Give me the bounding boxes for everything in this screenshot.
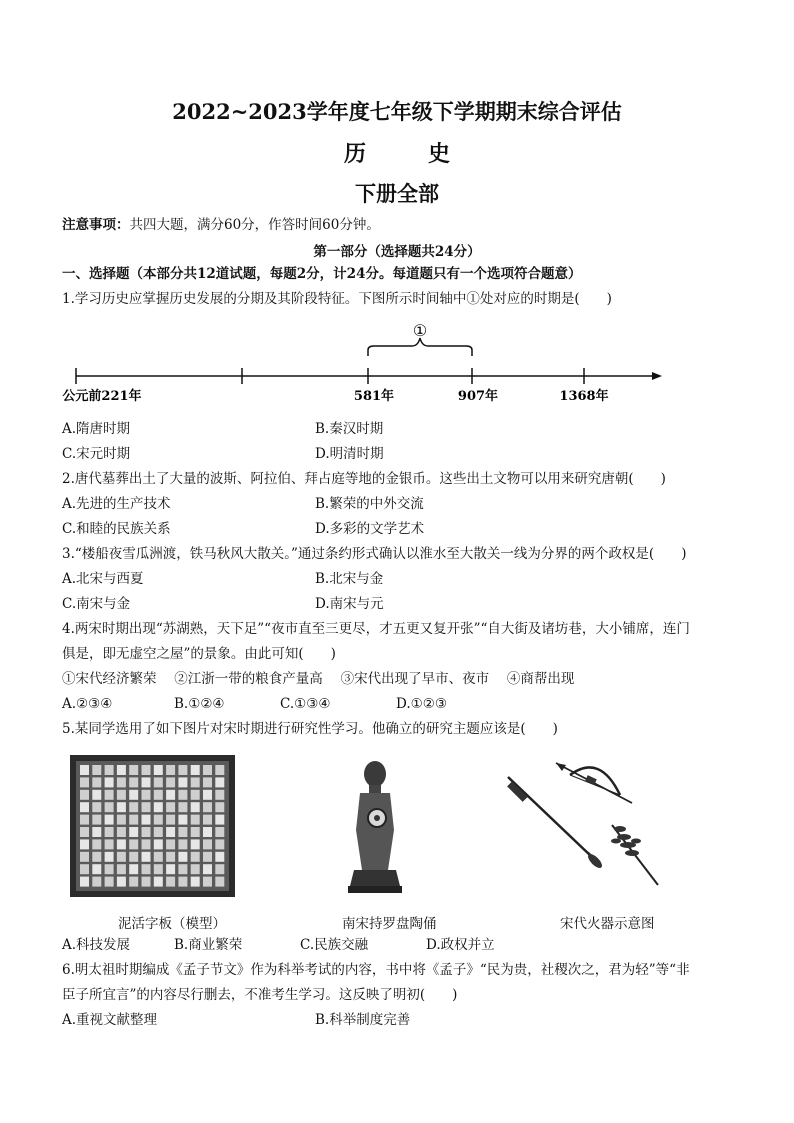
- type-block: [203, 864, 212, 874]
- type-block: [191, 802, 200, 812]
- type-block: [191, 790, 200, 800]
- type-block: [203, 877, 212, 887]
- notice: [62, 216, 380, 234]
- type-block: [166, 790, 175, 800]
- option[interactable]: B.商业繁荣: [174, 937, 243, 953]
- type-block: [178, 765, 187, 775]
- type-block: [215, 864, 224, 874]
- type-block: [105, 802, 114, 812]
- type-block: [105, 765, 114, 775]
- type-block: [191, 765, 200, 775]
- type-block: [92, 864, 101, 874]
- type-block: [178, 864, 187, 874]
- option[interactable]: A.科技发展: [62, 937, 131, 953]
- type-block: [80, 815, 89, 825]
- figure-caption: 泥活字板（模型）: [118, 916, 226, 932]
- type-block: [166, 839, 175, 849]
- type-block: [129, 777, 138, 787]
- type-block: [166, 777, 175, 787]
- type-block: [92, 852, 101, 862]
- type-block: [178, 777, 187, 787]
- type-block: [154, 827, 163, 837]
- type-block: [166, 765, 175, 775]
- subject-title: 历 史: [343, 141, 470, 167]
- option[interactable]: A.重视文献整理: [62, 1012, 158, 1028]
- type-block: [215, 877, 224, 887]
- type-block: [191, 839, 200, 849]
- type-block: [178, 827, 187, 837]
- type-block: [117, 877, 126, 887]
- type-block: [154, 852, 163, 862]
- type-block: [178, 852, 187, 862]
- type-block: [142, 864, 151, 874]
- type-block: [80, 765, 89, 775]
- type-block: [215, 815, 224, 825]
- type-block: [203, 802, 212, 812]
- type-block: [154, 777, 163, 787]
- type-block: [92, 790, 101, 800]
- type-block: [166, 815, 175, 825]
- question-4-statements: ①宋代经济繁荣 ②江浙一带的粮食产量高 ③宋代出现了早市、夜市 ④商帮出现: [62, 671, 575, 687]
- type-block: [117, 777, 126, 787]
- type-block: [178, 790, 187, 800]
- type-block: [215, 802, 224, 812]
- type-block: [191, 815, 200, 825]
- type-block: [142, 839, 151, 849]
- option[interactable]: D.多彩的文学艺术: [315, 521, 425, 537]
- type-block: [117, 802, 126, 812]
- type-block: [117, 765, 126, 775]
- type-block: [129, 802, 138, 812]
- type-block: [142, 777, 151, 787]
- type-block: [166, 802, 175, 812]
- type-block: [203, 765, 212, 775]
- type-block: [142, 790, 151, 800]
- option[interactable]: C.和睦的民族关系: [62, 521, 171, 537]
- question-2-stem: 2.唐代墓葬出土了大量的波斯、阿拉伯、拜占庭等地的金银币。这些出土文物可以用来研究唐朝( ): [62, 471, 666, 487]
- option[interactable]: D.南宋与元: [315, 596, 384, 612]
- question-3-stem: 3.“楼船夜雪瓜洲渡，铁马秋风大散关。”通过条约形式确认以淮水至大散关一线为分界的两个政权是( ): [62, 546, 687, 562]
- timeline-arrow: [652, 372, 662, 380]
- type-block: [80, 802, 89, 812]
- type-block: [154, 815, 163, 825]
- question-1-stem: 1.学习历史应掌握历史发展的分期及其阶段特征。下图所示时间轴中①处对应的时期是( ): [62, 291, 612, 307]
- section-heading: 一、选择题（本部分共12道试题，每题2分，计24分。每道题只有一个选项符合题意）: [62, 266, 582, 282]
- option[interactable]: A.北宋与西夏: [62, 571, 144, 587]
- type-block: [80, 827, 89, 837]
- type-block: [154, 802, 163, 812]
- part1-title: 第一部分（选择题共24分）: [313, 244, 481, 260]
- question-4-stem-cont: 俱是，即无虚空之屋”的景象。由此可知( ): [62, 646, 336, 662]
- type-block: [92, 802, 101, 812]
- timeline-tick-label: 1368年: [559, 389, 609, 404]
- type-block: [215, 765, 224, 775]
- option[interactable]: C.宋元时期: [62, 446, 131, 462]
- type-block: [178, 877, 187, 887]
- type-block: [105, 864, 114, 874]
- type-block: [117, 839, 126, 849]
- type-block: [92, 839, 101, 849]
- type-block: [215, 790, 224, 800]
- type-block: [203, 852, 212, 862]
- type-block: [105, 790, 114, 800]
- type-block: [117, 864, 126, 874]
- type-block: [129, 790, 138, 800]
- type-block: [142, 815, 151, 825]
- type-block: [203, 777, 212, 787]
- type-block: [105, 852, 114, 862]
- figure-caption: 南宋持罗盘陶俑: [342, 916, 437, 932]
- type-block: [166, 864, 175, 874]
- type-block: [129, 765, 138, 775]
- type-block: [105, 815, 114, 825]
- option[interactable]: B.秦汉时期: [315, 421, 384, 437]
- type-block: [80, 852, 89, 862]
- option[interactable]: B.北宋与金: [315, 571, 384, 587]
- type-block: [117, 827, 126, 837]
- type-block: [142, 802, 151, 812]
- option[interactable]: C.民族交融: [300, 937, 369, 953]
- timeline-tick-label: 581年: [353, 389, 395, 404]
- type-block: [129, 827, 138, 837]
- type-block: [105, 877, 114, 887]
- movable-type-board-image: [70, 755, 235, 897]
- type-block: [215, 777, 224, 787]
- type-block: [191, 777, 200, 787]
- timeline-bracket-label: ①: [412, 321, 428, 340]
- type-block: [92, 777, 101, 787]
- type-block: [129, 877, 138, 887]
- type-block: [215, 852, 224, 862]
- type-block: [142, 877, 151, 887]
- option[interactable]: A.先进的生产技术: [62, 496, 171, 512]
- option[interactable]: B.①②④: [174, 696, 225, 712]
- type-block: [80, 777, 89, 787]
- exam-title: 2022~2023学年度七年级下学期期末综合评估: [172, 99, 622, 124]
- compass-figurine-image: [340, 760, 410, 895]
- type-block: [105, 777, 114, 787]
- type-block: [154, 790, 163, 800]
- timeline-tick-label: 公元前221年: [62, 389, 142, 404]
- type-block: [154, 877, 163, 887]
- type-block: [178, 802, 187, 812]
- type-block: [80, 790, 89, 800]
- timeline-bracket: [368, 338, 472, 356]
- type-block: [203, 790, 212, 800]
- type-block: [117, 815, 126, 825]
- type-block: [191, 864, 200, 874]
- question-6-stem: 6.明太祖时期编成《孟子节文》作为科举考试的内容，书中将《孟子》“民为贵，社稷次之，君为轻”等“非: [62, 962, 690, 978]
- type-block: [215, 827, 224, 837]
- type-block: [105, 839, 114, 849]
- option[interactable]: D.政权并立: [426, 937, 495, 953]
- question-5-stem: 5.某同学选用了如下图片对宋时期进行研究性学习。他确立的研究主题应该是( ): [62, 721, 558, 737]
- type-block: [178, 815, 187, 825]
- type-block: [92, 877, 101, 887]
- type-block: [154, 864, 163, 874]
- type-block: [203, 839, 212, 849]
- option[interactable]: C.南宋与金: [62, 596, 131, 612]
- type-block: [129, 815, 138, 825]
- type-block: [178, 839, 187, 849]
- type-block: [129, 852, 138, 862]
- option[interactable]: B.繁荣的中外交流: [315, 496, 424, 512]
- scope-title: 下册全部: [355, 181, 439, 206]
- type-block: [166, 877, 175, 887]
- type-block: [215, 839, 224, 849]
- type-block: [105, 827, 114, 837]
- type-block: [154, 765, 163, 775]
- option[interactable]: D.明清时期: [315, 446, 384, 462]
- timeline-diagram: [62, 320, 672, 410]
- type-block: [166, 852, 175, 862]
- question-6-stem-cont: 臣子所宜言”的内容尽行删去，不准考生学习。这反映了明初( ): [62, 987, 458, 1003]
- type-block: [80, 877, 89, 887]
- option[interactable]: C.①③④: [280, 696, 331, 712]
- type-block: [129, 839, 138, 849]
- type-block: [129, 864, 138, 874]
- option[interactable]: A.②③④: [62, 696, 113, 712]
- type-block: [117, 852, 126, 862]
- option[interactable]: D.①②③: [396, 696, 447, 712]
- type-block: [92, 827, 101, 837]
- type-block: [203, 827, 212, 837]
- type-block: [154, 839, 163, 849]
- type-block: [142, 827, 151, 837]
- notice-text: 共四大题，满分60分，作答时间60分钟。: [129, 217, 380, 233]
- type-block: [80, 864, 89, 874]
- type-block: [203, 815, 212, 825]
- timeline-tick-label: 907年: [457, 389, 499, 404]
- type-block: [191, 827, 200, 837]
- type-block: [92, 765, 101, 775]
- type-block: [191, 852, 200, 862]
- type-block: [142, 765, 151, 775]
- option[interactable]: B.科举制度完善: [315, 1012, 411, 1028]
- option[interactable]: A.隋唐时期: [62, 421, 131, 437]
- type-block: [142, 852, 151, 862]
- type-block: [191, 877, 200, 887]
- type-block: [166, 827, 175, 837]
- gunpowder-weapons-image: [500, 755, 670, 895]
- figure-caption: 宋代火器示意图: [560, 916, 655, 932]
- notice-label: 注意事项：: [62, 217, 130, 233]
- question-4-stem: 4.两宋时期出现“苏湖熟，天下足”“夜市直至三更尽，才五更又复开张”“自大街及诸坊巷，大小铺席，连门: [62, 621, 690, 637]
- type-block: [80, 839, 89, 849]
- type-block: [92, 815, 101, 825]
- type-block: [117, 790, 126, 800]
